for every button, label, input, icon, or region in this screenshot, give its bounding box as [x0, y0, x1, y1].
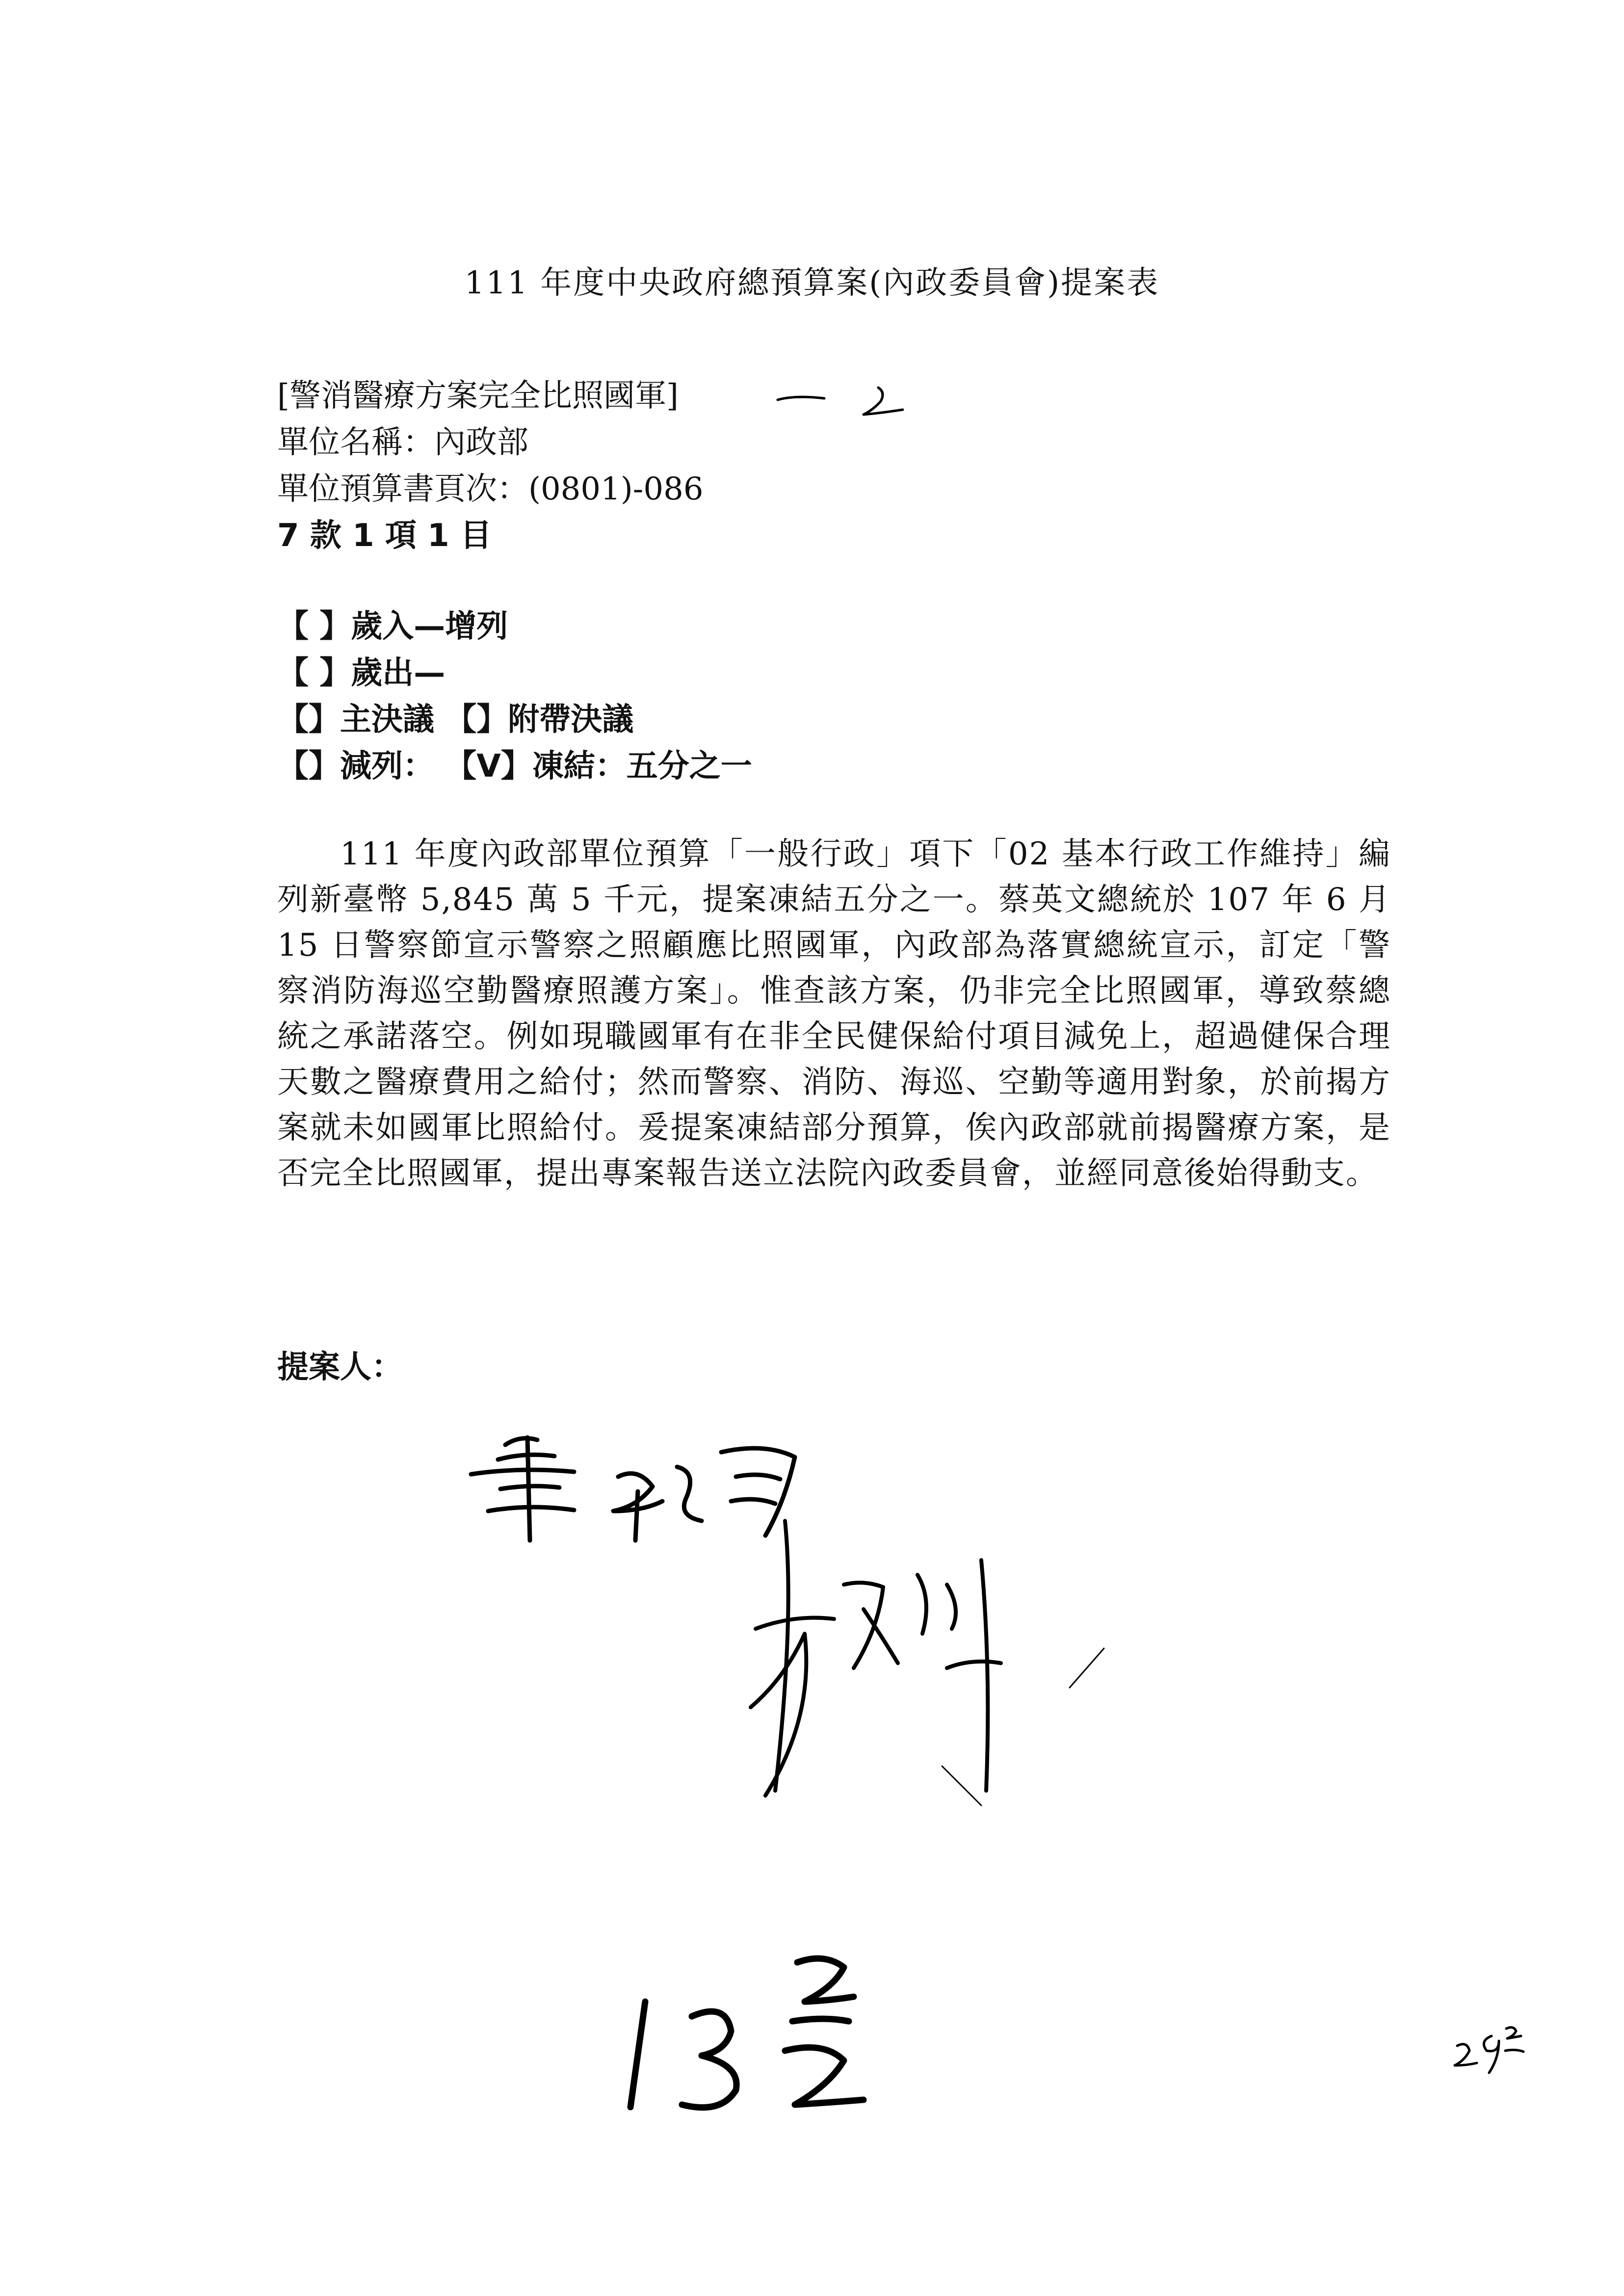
proposal-body: 111 年度內政部單位預算「一般行政」項下「02 基本行政工作維持」編列新臺幣 5,845 萬 5 千元，提案凍結五分之一。蔡英文總統於 107 年 6 月 15 日警察節宣示警察之照顧應比照國軍，內政部為落實總統宣示，訂定「警察消防海巡空勤醫療照護方案」。惟查該方案，仍非完全比照國軍，導致蔡總統之承諾落空。例如現職國軍有在非全民健保給付項目減免上，超過健保合理天數之醫療費用之給付；然而警察、消防、海巡、空勤等適用對象，於前揭方案就未如國軍比照給付。爰提案凍結部分預算，俟內政部就前揭醫療方案，是否完全比照國軍，提出專案報告送立法院內政委員會，並經同意後始得動支。	[277, 836, 1391, 1192]
option-resolution: 【】主決議 【】附帶決議	[277, 702, 634, 738]
proposal-subject: [警消醫療方案完全比照國軍]	[277, 378, 679, 414]
proposer-label: 提案人：	[277, 1349, 403, 1385]
document-title: 111 年度中央政府總預算案(內政委員會)提案表	[464, 265, 1160, 301]
marginal-note-mark	[778, 388, 903, 415]
budget-page-number: 單位預算書頁次：(0801)-086	[277, 471, 704, 507]
corner-number-mark	[1455, 2027, 1523, 2073]
unit-name: 單位名稱：內政部	[277, 424, 528, 461]
signature-1	[471, 1437, 795, 1540]
option-action: 【】減列： 【V】凍結：五分之一	[277, 748, 752, 784]
budget-item: 7 款 1 項 1 目	[277, 518, 492, 554]
signature-2	[751, 1521, 1001, 1796]
option-revenue: 【 】歲入—增列	[277, 608, 508, 645]
stray-marks	[942, 1648, 1104, 1805]
option-expenditure: 【 】歲出—	[277, 655, 445, 691]
page-number-mark	[630, 1958, 864, 2108]
